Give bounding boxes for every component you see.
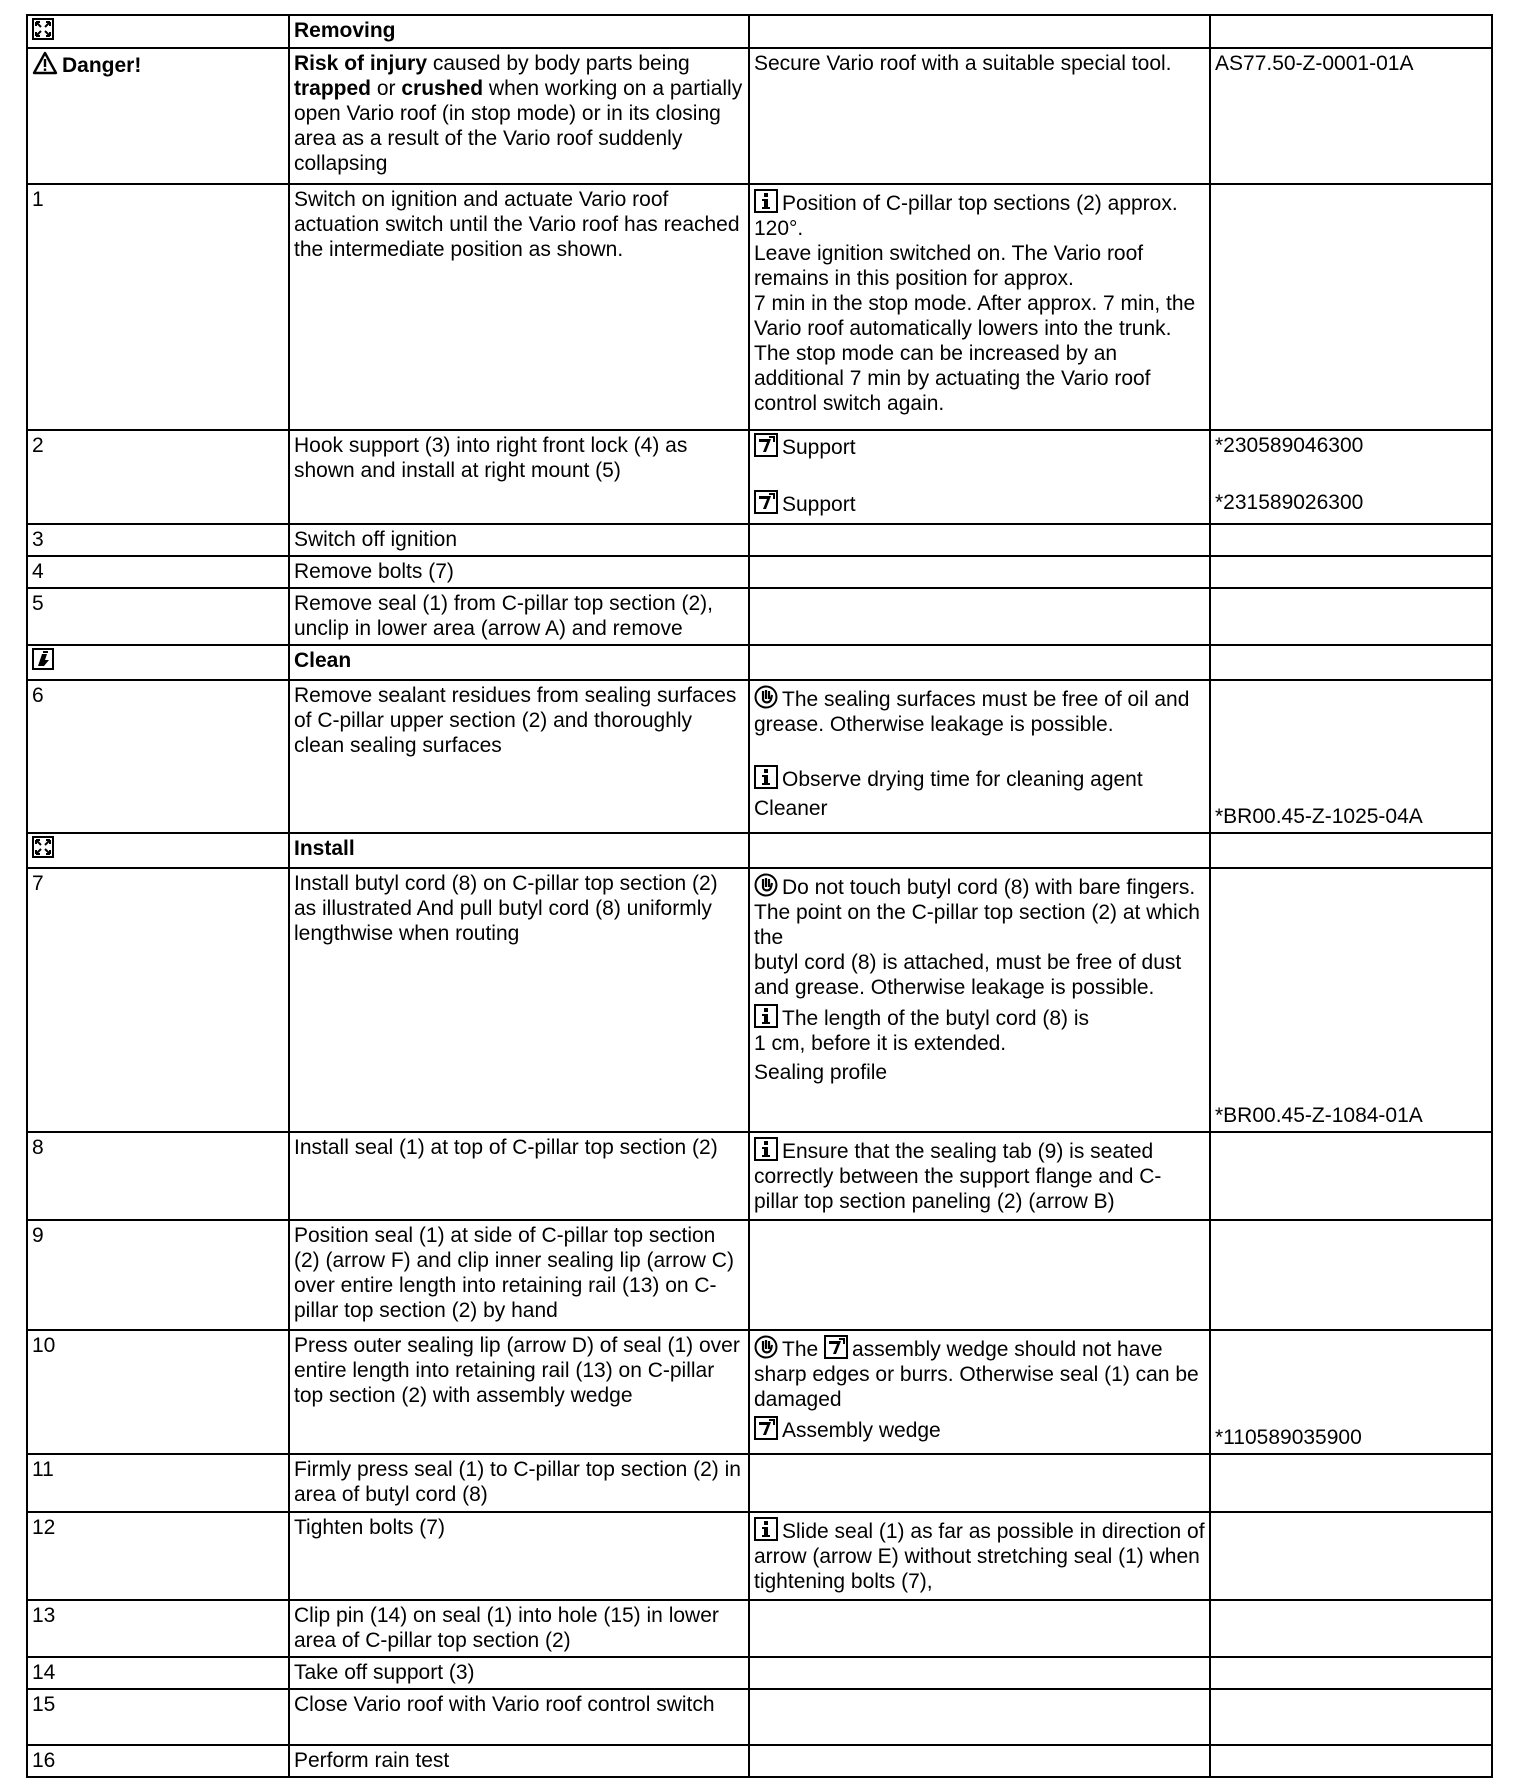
table-row-step-16 bbox=[27, 1745, 1492, 1777]
table-row-step-6 bbox=[27, 680, 1492, 833]
step-number: 6 bbox=[27, 680, 289, 833]
step-number: 7 bbox=[27, 868, 289, 1132]
expand-arrows-icon bbox=[32, 18, 54, 40]
step-references: *230589046300 *231589026300 bbox=[1210, 430, 1492, 524]
step-number: 14 bbox=[27, 1657, 289, 1689]
step-number: 13 bbox=[27, 1600, 289, 1657]
step-number: 3 bbox=[27, 524, 289, 556]
step-action: Take off support (3) bbox=[289, 1657, 749, 1689]
table-row-step-1 bbox=[27, 184, 1492, 430]
step-number: 9 bbox=[27, 1220, 289, 1330]
section-icon-cell bbox=[27, 15, 289, 48]
info-icon bbox=[754, 1517, 778, 1541]
special-tool-icon bbox=[754, 490, 778, 514]
step-number: 16 bbox=[27, 1745, 289, 1777]
step-action: Firmly press seal (1) to C-pillar top section (2) in area of butyl cord (8) bbox=[289, 1454, 749, 1512]
step-tools: Support Support bbox=[749, 430, 1210, 524]
table-row-step-9 bbox=[27, 1220, 1492, 1330]
table-row-step-15 bbox=[27, 1689, 1492, 1745]
step-notes: Do not touch butyl cord (8) with bare fingers. The point on the C-pillar top section (2) at which the butyl cord (8) is attached, must be free of dust and grease. Otherwise leakage is possible. The length of the butyl cord (8) is 1 cm, before it is extended. Sealing profile bbox=[749, 868, 1210, 1132]
step-notes: Position of C-pillar top sections (2) approx. 120°. Leave ignition switched on. The Vario roof remains in this position for approx. 7 min in the stop mode. After approx. 7 min, the Vario roof automatically lowers into the trunk. The stop mode can be increased by an additional 7 min by actuating the Vario roof control switch again. bbox=[749, 184, 1210, 430]
info-icon bbox=[754, 189, 778, 213]
table-row-step-3 bbox=[27, 524, 1492, 556]
danger-measure: Secure Vario roof with a suitable special tool. bbox=[749, 48, 1210, 184]
step-action: Switch off ignition bbox=[289, 524, 749, 556]
step-number: 8 bbox=[27, 1132, 289, 1220]
danger-description: Risk of injury caused by body parts being trapped or crushed when working on a partially open Vario roof (in stop mode) or in its closing area as a result of the Vario roof suddenly collapsing bbox=[289, 48, 749, 184]
attention-hand-icon bbox=[754, 685, 778, 709]
step-references: *110589035900 bbox=[1210, 1330, 1492, 1454]
step-number: 15 bbox=[27, 1689, 289, 1745]
step-number: 2 bbox=[27, 430, 289, 524]
step-action: Remove bolts (7) bbox=[289, 556, 749, 588]
attention-hand-icon bbox=[754, 873, 778, 897]
table-row-step-8 bbox=[27, 1132, 1492, 1220]
section-title: Removing bbox=[289, 15, 749, 48]
step-number: 12 bbox=[27, 1512, 289, 1600]
step-number: 11 bbox=[27, 1454, 289, 1512]
special-tool-icon bbox=[754, 1416, 778, 1440]
step-action: Remove sealant residues from sealing surfaces of C-pillar upper section (2) and thoroughly clean sealing surfaces bbox=[289, 680, 749, 833]
procedure-table bbox=[26, 14, 1493, 1778]
step-number: 4 bbox=[27, 556, 289, 588]
table-row-step-11 bbox=[27, 1454, 1492, 1512]
step-number: 10 bbox=[27, 1330, 289, 1454]
step-action: Install butyl cord (8) on C-pillar top section (2) as illustrated And pull butyl cord (8) uniformly lengthwise when routing bbox=[289, 868, 749, 1132]
danger-label: Danger! bbox=[62, 54, 142, 77]
section-row-removing bbox=[27, 15, 1492, 48]
step-references: *BR00.45-Z-1025-04A bbox=[1210, 680, 1492, 833]
step-action: Press outer sealing lip (arrow D) of seal (1) over entire length into retaining rail (13) on C-pillar top section (2) with assembly wedge bbox=[289, 1330, 749, 1454]
step-action: Install seal (1) at top of C-pillar top section (2) bbox=[289, 1132, 749, 1220]
step-number: 5 bbox=[27, 588, 289, 645]
table-row-step-14 bbox=[27, 1657, 1492, 1689]
danger-row bbox=[27, 48, 1492, 184]
step-action: Tighten bolts (7) bbox=[289, 1512, 749, 1600]
cleaning-icon bbox=[32, 648, 54, 670]
danger-reference: AS77.50-Z-0001-01A bbox=[1210, 48, 1492, 184]
table-row-step-7 bbox=[27, 868, 1492, 1132]
step-references: *BR00.45-Z-1084-01A bbox=[1210, 868, 1492, 1132]
table-row-step-4 bbox=[27, 556, 1492, 588]
table-row-step-13 bbox=[27, 1600, 1492, 1657]
step-action: Position seal (1) at side of C-pillar top section (2) (arrow F) and clip inner sealing lip (arrow C) over entire length into retaining rail (13) on C-pillar top section (2) by hand bbox=[289, 1220, 749, 1330]
special-tool-icon bbox=[824, 1335, 848, 1359]
section-row-clean bbox=[27, 645, 1492, 680]
expand-arrows-icon bbox=[32, 836, 54, 858]
section-title: Install bbox=[289, 833, 749, 868]
step-notes: The sealing surfaces must be free of oil and grease. Otherwise leakage is possible. Observe drying time for cleaning agent Cleaner bbox=[749, 680, 1210, 833]
step-notes: The assembly wedge should not have sharp edges or burrs. Otherwise seal (1) can be damaged Assembly wedge bbox=[749, 1330, 1210, 1454]
table-row-step-5 bbox=[27, 588, 1492, 645]
table-row-step-10 bbox=[27, 1330, 1492, 1454]
step-notes: Slide seal (1) as far as possible in direction of arrow (arrow E) without stretching seal (1) when tightening bolts (7), bbox=[749, 1512, 1210, 1600]
info-icon bbox=[754, 1137, 778, 1161]
step-action: Clip pin (14) on seal (1) into hole (15) in lower area of C-pillar top section (2) bbox=[289, 1600, 749, 1657]
section-title: Clean bbox=[289, 645, 749, 680]
step-action: Remove seal (1) from C-pillar top section (2), unclip in lower area (arrow A) and remove bbox=[289, 588, 749, 645]
info-icon bbox=[754, 1004, 778, 1028]
step-action: Hook support (3) into right front lock (4) as shown and install at right mount (5) bbox=[289, 430, 749, 524]
section-row-install bbox=[27, 833, 1492, 868]
step-action: Perform rain test bbox=[289, 1745, 749, 1777]
table-row-step-2 bbox=[27, 430, 1492, 524]
step-action: Close Vario roof with Vario roof control switch bbox=[289, 1689, 749, 1745]
info-icon bbox=[754, 765, 778, 789]
attention-hand-icon bbox=[754, 1335, 778, 1359]
special-tool-icon bbox=[754, 433, 778, 457]
warning-triangle-icon bbox=[32, 51, 58, 75]
table-row-step-12 bbox=[27, 1512, 1492, 1600]
step-number: 1 bbox=[27, 184, 289, 430]
step-action: Switch on ignition and actuate Vario roof actuation switch until the Vario roof has reached the intermediate position as shown. bbox=[289, 184, 749, 430]
step-notes: Ensure that the sealing tab (9) is seated correctly between the support flange and C-pillar top section paneling (2) (arrow B) bbox=[749, 1132, 1210, 1220]
